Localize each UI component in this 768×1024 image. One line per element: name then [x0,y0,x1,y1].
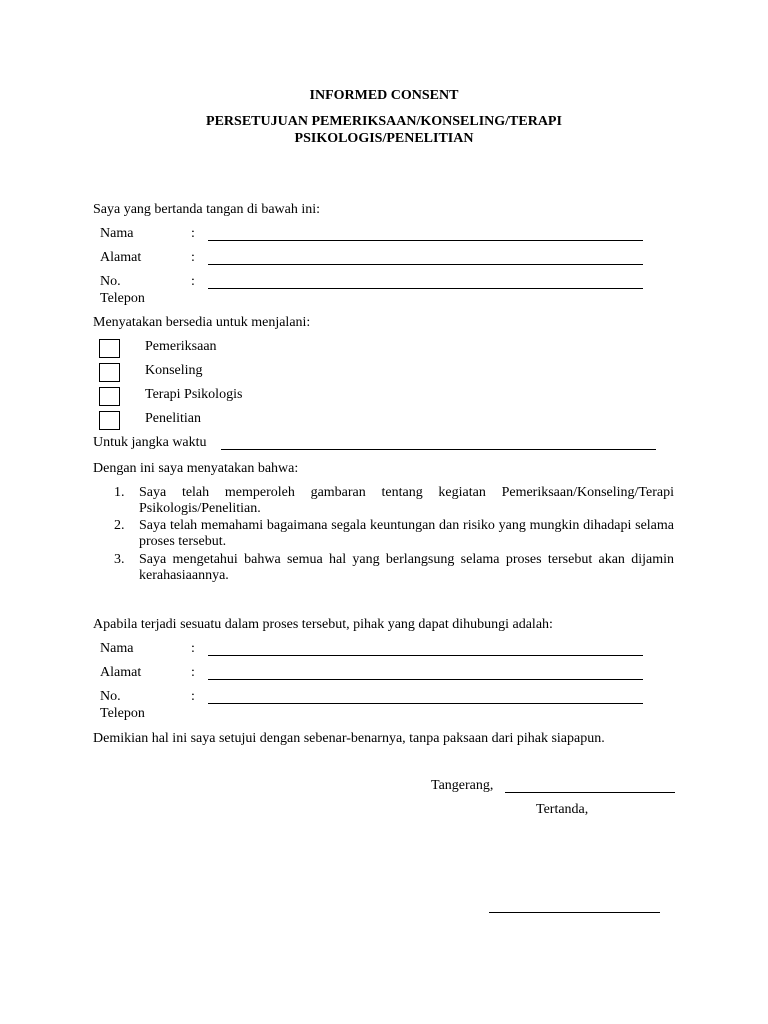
duration-field-line[interactable] [221,449,656,450]
checkbox-konseling[interactable] [99,363,120,382]
form-title: INFORMED CONSENT [309,88,459,103]
duration-label: Untuk jangka waktu [93,435,207,450]
declaration-text-3: Saya mengetahui bahwa semua hal yang berlangsung selama proses tersebut akan dijamin kerahasiaannya. [139,552,674,583]
phone-label-2: Telepon [100,291,145,306]
checkbox-pemeriksaan[interactable] [99,339,120,358]
declaration-intro: Dengan ini saya menyatakan bahwa: [93,461,299,476]
contact-name-label: Nama [100,641,134,656]
signed-label: Tertanda, [536,802,589,817]
phone-colon: : [191,274,195,289]
declaration-number-3: 3. [114,552,125,567]
name-label: Nama [100,226,134,241]
form-subtitle-line1: PERSETUJUAN PEMERIKSAAN/KONSELING/TERAPI [206,114,562,129]
contact-address-field-line[interactable] [208,679,643,680]
contact-phone-label-2: Telepon [100,706,145,721]
option-penelitian: Penelitian [145,411,201,426]
name-field-line[interactable] [208,240,643,241]
form-subtitle-line2: PSIKOLOGIS/PENELITIAN [294,131,474,146]
option-konseling: Konseling [145,363,203,378]
contact-name-field-line[interactable] [208,655,643,656]
checkbox-penelitian[interactable] [99,411,120,430]
option-pemeriksaan: Pemeriksaan [145,339,217,354]
declaration-text-2: Saya telah memahami bagaimana segala keuntungan dan risiko yang mungkin dihadapi selama proses tersebut. [139,518,674,549]
contact-phone-field-line[interactable] [208,703,643,704]
contact-phone-colon: : [191,689,195,704]
signature-line[interactable] [489,912,660,913]
contact-phone-label-1: No. [100,689,121,704]
address-label: Alamat [100,250,142,265]
declaration-text-1: Saya telah memperoleh gambaran tentang kegiatan Pemeriksaan/Konseling/Terapi Psikologis/Penelitian. [139,485,674,516]
option-terapi-psikologis: Terapi Psikologis [145,387,243,402]
signature-place: Tangerang, [431,778,494,793]
contact-intro: Apabila terjadi sesuatu dalam proses tersebut, pihak yang dapat dihubungi adalah: [93,617,553,632]
declaration-number-1: 1. [114,485,125,500]
contact-address-label: Alamat [100,665,142,680]
date-field-line[interactable] [505,792,675,793]
contact-name-colon: : [191,641,195,656]
checkbox-terapi-psikologis[interactable] [99,387,120,406]
declaration-number-2: 2. [114,518,125,533]
name-colon: : [191,226,195,241]
intro-text: Saya yang bertanda tangan di bawah ini: [93,202,321,217]
contact-address-colon: : [191,665,195,680]
closing-statement: Demikian hal ini saya setujui dengan sebenar-benarnya, tanpa paksaan dari pihak siapapun. [93,731,605,746]
phone-field-line[interactable] [208,288,643,289]
address-field-line[interactable] [208,264,643,265]
phone-label-1: No. [100,274,121,289]
address-colon: : [191,250,195,265]
willing-statement: Menyatakan bersedia untuk menjalani: [93,315,311,330]
